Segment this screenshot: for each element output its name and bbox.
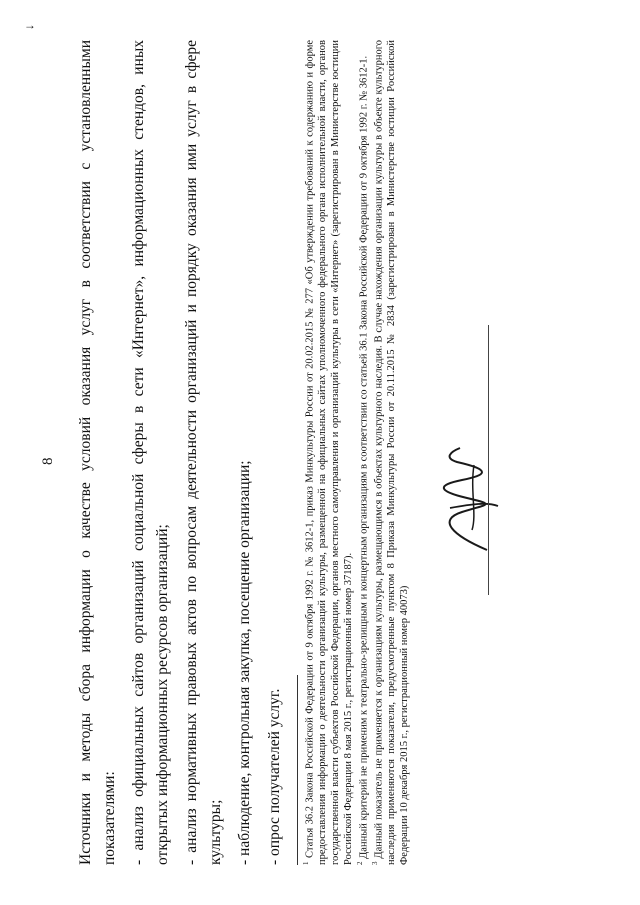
corner-mark: ↓: [22, 24, 36, 30]
text-line-8: - опрос получателей услуг.: [265, 688, 283, 865]
footnote-1-text: Статья 36.2 Закона Российской Федерации от 9 октября 1992 г. № 3612-1, приказ Минкультуры России от 20.02.2015 № 277 «Об утверждении требований к содержанию и форме предоставления информации о деятельности организаций культуры, размещенной на официальных сайтах уполномоченного федерального органа исполнительной власти, органов государственной власти субъектов Российской Федерации, органов местного самоуправления и организаций культуры в сети «Интернет» (зарегистрирован в Министерстве юстиции Российской Федерации 8 мая 2015 г., регистрационный номер 37187).: [304, 39, 354, 865]
footnote-3-marker: 3: [370, 861, 379, 865]
footnote-divider: [297, 675, 298, 865]
text-line-7: - наблюдение, контрольная закупка, посещение организации;: [236, 460, 253, 865]
footnote-1-marker: 1: [302, 861, 310, 865]
page-number: 8: [40, 457, 56, 465]
main-text: [78, 40, 282, 865]
footnote-3-text: Данный показатель не применяется к организациям культуры, размещающимся в объектах культурного наследия. В случае нахождения организации культуры в объекте культурного наследия применяются показатели, предусмотренные пунктом 8 Приказа Минкультуры России от 20.11.2015 № 2834 (зарегистрирован в Министерстве юстиции Российской Федерации 10 декабря 2015 г., регистрационный номер 40073): [373, 39, 411, 865]
footnote-1: [302, 40, 356, 865]
footnote-2-marker: 2: [355, 861, 364, 865]
signature: [432, 440, 502, 560]
signature-line: [488, 325, 489, 595]
text-line-1: Источники и методы сбора информации о качестве условий оказания услуг в соответствии с установленными: [77, 40, 94, 865]
text-line-4: открытых информационных ресурсов организаций;: [153, 524, 171, 865]
text-line-5: - анализ нормативных правовых актов по вопросам деятельности организаций и порядку оказания ими услуг в сфере: [183, 40, 200, 865]
text-line-6: культуры;: [206, 799, 224, 865]
text-line-3: - анализ официальных сайтов организаций социальной сферы в сети «Интернет», информационных стендов, иных: [130, 40, 147, 865]
footnote-2-text: Данный критерий не применим к театрально-зрелищным и концертным организациям в соответствии со статьей 36.1 Закона Российской Федерации от 9 октября 1992 г. № 3612-1.: [358, 55, 370, 859]
footnote-2: [356, 40, 371, 865]
text-line-2: показателями:: [100, 771, 118, 865]
footnote-3: [371, 40, 412, 865]
footnotes: [302, 40, 412, 865]
